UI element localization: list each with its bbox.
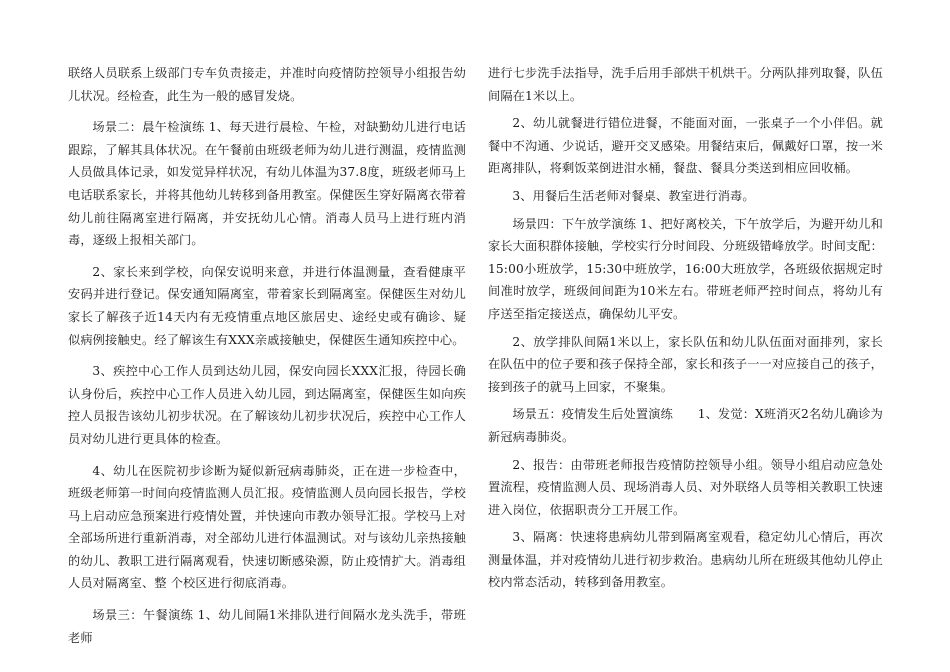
paragraph-scene-two: 场景二：晨午检演练 1、每天进行晨检、午检，对缺勤幼儿进行电话跟踪，了解其具体状况。在午餐前由班级老师为幼儿进行测温，疫情监测人员做具体记录，如发觉异样状况，有幼儿体温为37.8度，班级老师马上电话联系家长，并将其他幼儿转移到备用教室。保健医生穿好隔离衣带着幼儿前往隔离室进行隔离，并安抚幼儿心情。消毒人员马上进行班内消毒，逐级上报相关部门。	[68, 120, 466, 248]
paragraph-right-7: 2、报告：由带班老师报告疫情防控领导小组。领导小组启动应急处置流程，疫情监测人员、现场消毒人员、对外联络人员等相关教职工快速进入岗位，依据职责分工开展工作。	[488, 457, 883, 517]
right-column	[488, 62, 883, 594]
paragraph-scene-four: 场景四：下午放学演练 1、把好离校关，下午放学后，为避开幼儿和家长大面积群体接触，学校实行分时间段、分班级错峰放学。时间支配：15:00小班放学，15:30中班放学，16:00大班放学，各班级依据规定时间准时放学，班级间间距为10米左右。带班老师严控时间点，将幼儿有序送至指定接送点，确保幼儿平安。	[488, 216, 883, 321]
paragraph-scene-five: 场景五：疫情发生后处置演练 1、发觉：X班消灭2名幼儿确诊为新冠病毒肺炎。	[488, 407, 883, 444]
paragraph-right-5: 2、放学排队间隔1米以上，家长队伍和幼儿队伍面对面排列，家长在队伍中的位子要和孩子保持全部，家长和孩子一一对应接自己的孩子，接到孩子的就马上回家，不聚集。	[488, 334, 883, 394]
left-column	[68, 62, 466, 649]
paragraph-left-5: 4、幼儿在医院初步诊断为疑似新冠病毒肺炎，正在进一步检查中，班级老师第一时间向疫情监测人员汇报。疫情监测人员向园长报告，学校马上启动应急预案进行疫情处置，并快速向市教办领导汇报。学校马上对全部场所进行重新消毒，对全部幼儿进行体温测试。对与该幼儿亲热接触的幼儿、教职工进行隔离观看，快速切断感染源，防止疫情扩大。消毒组人员对隔离室、整 个校区进行彻底消毒。	[68, 463, 466, 591]
paragraph-right-8: 3、隔离：快速将患病幼儿带到隔离室观看，稳定幼儿心情后，再次测量体温，并对疫情幼儿进行初步救治。患病幼儿所在班级其他幼儿停止校内常态活动，转移到备用教室。	[488, 530, 883, 590]
paragraph-left-3: 2、家长来到学校，向保安说明来意，并进行体温测量，查看健康平安码并进行登记。保安通知隔离室，带着家长到隔离室。保健医生对幼儿家长了解孩子近14天内有无疫情重点地区旅居史、途经史或有确诊、疑似病例接触史。经了解该生有XXX亲戚接触史，保健医生通知疾控中心。	[68, 264, 466, 347]
paragraph-left-4: 3、疾控中心工作人员到达幼儿园，保安向园长XXX汇报，待园长确认身份后，疾控中心工作人员进入幼儿园，到达隔离室，保健医生如向疾控人员报告该幼儿初步状况。在了解该幼儿初步状况后，疾控中心工作人员对幼儿进行更具体的检查。	[68, 364, 466, 446]
paragraph-right-1: 进行七步洗手法指导，洗手后用手部烘干机烘干。分两队排列取餐，队伍间隔在1米以上。	[488, 66, 883, 103]
paragraph-scene-three: 场景三：午餐演练 1、幼儿间隔1米排队进行间隔水龙头洗手，带班老师	[68, 608, 466, 645]
paragraph-left-1: 联络人员联系上级部门专车负责接走，并准时向疫情防控领导小组报告幼儿状况。经检查，此生为一般的感冒发烧。	[68, 66, 466, 103]
paragraph-right-3: 3、用餐后生活老师对餐桌、教室进行消毒。	[512, 188, 755, 203]
paragraph-right-2: 2、幼儿就餐进行错位进餐，不能面对面，一张桌子一个小伴侣。就餐中不沟通、少说话，避开交叉感染。用餐结束后，佩戴好口罩，按一米距离排队，将剩饭菜倒进泔水桶，餐盘、餐具分类送到相应回收桶。	[488, 116, 883, 176]
